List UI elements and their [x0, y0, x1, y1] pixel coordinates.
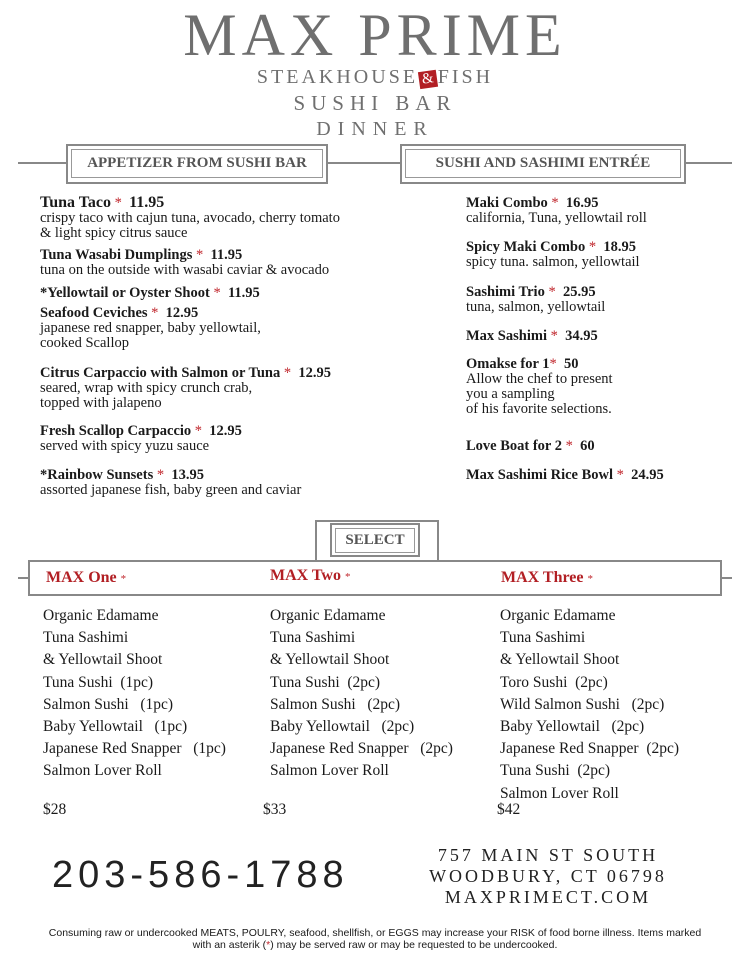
item-desc: & light spicy citrus sauce: [40, 225, 188, 241]
sushi-heading: SUSHI AND SASHIMI ENTRÉE: [405, 149, 681, 178]
item-price: 16.95: [565, 195, 599, 211]
item-price: 12.95: [209, 423, 242, 439]
max-three-title: MAX Three *: [501, 569, 594, 586]
list-item: Baby Yellowtail (1pc): [43, 718, 188, 736]
item-desc: assorted japanese fish, baby green and caviar: [40, 482, 302, 498]
item-price: 50: [564, 356, 579, 372]
item-desc: of his favorite selections.: [466, 401, 612, 417]
item-price: 18.95: [603, 239, 636, 255]
address-line-2: WOODBURY, CT 06798: [429, 866, 667, 886]
menu-item: Max Sashimi * 34.95: [466, 328, 598, 344]
max-two-price: $33: [263, 801, 287, 818]
menu-item: Sashimi Trio * 25.95 tuna, salmon, yellowtail: [466, 284, 606, 315]
item-desc: japanese red snapper, baby yellowtail,: [40, 320, 261, 336]
select-heading: SELECT: [335, 528, 415, 553]
list-item: Salmon Lover Roll: [270, 762, 389, 780]
food-safety-disclaimer: Consuming raw or undercooked MEATS, POULRY, seafood, shellfish, or EGGS may increase your RISK of food borne illness. Items marked with an asterik (*) may be served raw or may be requested to be undercooked.: [48, 927, 702, 951]
list-item: Salmon Sushi (2pc): [270, 695, 401, 713]
item-desc: Allow the chef to present: [466, 371, 613, 387]
item-name: Sashimi Trio: [466, 284, 545, 300]
max-two-title: MAX Two *: [270, 567, 351, 584]
item-name: Fresh Scallop Carpaccio: [40, 423, 192, 439]
sushi-heading-frame: [400, 144, 686, 184]
menu-item: Maki Combo * 16.95 california, Tuna, yellowtail roll: [466, 195, 647, 226]
list-item: Organic Edamame: [500, 607, 616, 624]
list-item: Baby Yellowtail (2pc): [500, 718, 645, 736]
menu-item: Max Sashimi Rice Bowl * 24.95: [466, 467, 664, 483]
item-name: *Rainbow Sunsets: [40, 467, 154, 483]
list-item: Wild Salmon Sushi (2pc): [500, 695, 665, 713]
list-item: & Yellowtail Shoot: [500, 651, 620, 669]
max-one-list: [43, 605, 226, 783]
item-name: Max Sashimi Rice Bowl: [466, 467, 614, 483]
list-item: & Yellowtail Shoot: [270, 651, 390, 669]
menu-item: Omakse for 1* 50 Allow the chef to present you a sampling of his favorite selections.: [466, 356, 613, 417]
item-name: *Yellowtail or Oyster Shoot: [40, 285, 210, 301]
list-item: Tuna Sashimi: [500, 629, 586, 647]
list-item: Salmon Sushi (1pc): [43, 695, 174, 713]
item-name: Tuna Wasabi Dumplings: [40, 247, 193, 263]
list-item: Japanese Red Snapper (2pc): [500, 740, 680, 758]
list-item: Tuna Sashimi: [270, 629, 356, 647]
menu-item: Love Boat for 2 * 60: [466, 438, 595, 454]
menu-item: Seafood Ceviches * 12.95 japanese red snapper, baby yellowtail, cooked Scallop: [40, 305, 261, 351]
item-name: Omakse for 1: [466, 356, 550, 372]
item-desc: topped with jalapeno: [40, 395, 162, 411]
subtitle-steakhouse-fish: [0, 66, 750, 89]
item-name: Maki Combo: [466, 195, 548, 211]
list-item: Salmon Lover Roll: [43, 762, 162, 780]
menu-item: Tuna Taco * 11.95 crispy taco with cajun tuna, avocado, cherry tomato & light spicy citrus sauce: [40, 194, 340, 241]
item-name: Max Sashimi: [466, 328, 547, 344]
item-desc: california, Tuna, yellowtail roll: [466, 210, 647, 226]
subtitle-sushi-bar: SUSHI BAR: [293, 91, 457, 115]
item-desc: tuna on the outside with wasabi caviar & avocado: [40, 262, 330, 278]
list-item: Tuna Sushi (1pc): [43, 673, 154, 691]
menu-item: Citrus Carpaccio with Salmon or Tuna * 12.95 seared, wrap with spicy crunch crab, topped with jalapeno: [40, 365, 331, 411]
item-price: 12.95: [298, 365, 331, 381]
max-one-price: $28: [43, 801, 67, 818]
item-name: Tuna Taco: [40, 194, 112, 211]
item-name: Citrus Carpaccio with Salmon or Tuna: [40, 365, 281, 381]
list-item: Tuna Sashimi: [43, 629, 129, 647]
phone-number[interactable]: 203-586-1788: [52, 854, 349, 896]
item-name: Seafood Ceviches: [40, 305, 148, 321]
item-price: 11.95: [210, 247, 243, 263]
list-item: Salmon Lover Roll: [500, 784, 619, 802]
menu-item: Fresh Scallop Carpaccio * 12.95 served with spicy yuzu sauce: [40, 423, 242, 454]
item-name: Love Boat for 2: [466, 438, 562, 454]
list-item: & Yellowtail Shoot: [43, 651, 163, 669]
menu-item: *Rainbow Sunsets * 13.95 assorted japanese fish, baby green and caviar: [40, 467, 302, 498]
item-desc: crispy taco with cajun tuna, avocado, cherry tomato: [40, 210, 340, 226]
item-desc: you a sampling: [466, 386, 555, 402]
appetizer-heading: APPETIZER FROM SUSHI BAR: [71, 149, 323, 178]
list-item: Tuna Sushi (2pc): [270, 673, 381, 691]
item-name: Spicy Maki Combo: [466, 239, 586, 255]
item-price: 34.95: [565, 328, 598, 344]
list-item: Japanese Red Snapper (2pc): [270, 740, 453, 758]
item-desc: tuna, salmon, yellowtail: [466, 299, 606, 315]
list-item: Baby Yellowtail (2pc): [270, 718, 415, 736]
item-desc: served with spicy yuzu sauce: [40, 438, 210, 454]
list-item: Japanese Red Snapper (1pc): [43, 740, 226, 758]
list-item: Organic Edamame: [270, 607, 386, 624]
steakhouse-text: STEAKHOUSE: [256, 66, 419, 88]
fish-text: FISH: [437, 66, 494, 88]
max-three-price: $42: [497, 801, 521, 818]
subtitle-dinner: DINNER: [316, 118, 434, 140]
list-item: Tuna Sushi (2pc): [500, 762, 611, 780]
item-price: 11.95: [129, 194, 165, 211]
select-line-right: [720, 577, 732, 579]
ampersand-badge: &: [418, 70, 438, 89]
max-three-list: [500, 605, 679, 805]
appetizer-heading-frame: [66, 144, 328, 184]
max-one-title: MAX One *: [46, 569, 127, 586]
menu-item: Spicy Maki Combo * 18.95 spicy tuna. salmon, yellowtail: [466, 239, 640, 270]
list-item: Toro Sushi (2pc): [500, 673, 608, 691]
item-price: 13.95: [171, 467, 204, 483]
menu-item: *Yellowtail or Oyster Shoot * 11.95: [40, 285, 260, 301]
select-titles-box: [28, 560, 722, 596]
restaurant-name: MAX PRIME: [183, 2, 567, 68]
item-price: 60: [580, 438, 595, 454]
item-desc: seared, wrap with spicy crunch crab,: [40, 380, 253, 396]
item-desc: cooked Scallop: [40, 335, 129, 351]
max-two-list: [270, 605, 453, 783]
item-price: 25.95: [562, 284, 596, 300]
item-price: 24.95: [631, 467, 664, 483]
select-heading-frame: [330, 523, 420, 557]
item-desc: spicy tuna. salmon, yellowtail: [466, 254, 640, 270]
item-price: 12.95: [165, 305, 199, 321]
list-item: Organic Edamame: [43, 607, 159, 624]
menu-item: Tuna Wasabi Dumplings * 11.95 tuna on the outside with wasabi caviar & avocado: [40, 247, 330, 278]
item-price: 11.95: [227, 285, 260, 301]
website-link[interactable]: MAXPRIMECT.COM: [444, 887, 652, 907]
select-line-left: [18, 577, 30, 579]
address-line-1: 757 MAIN ST SOUTH: [437, 845, 659, 865]
